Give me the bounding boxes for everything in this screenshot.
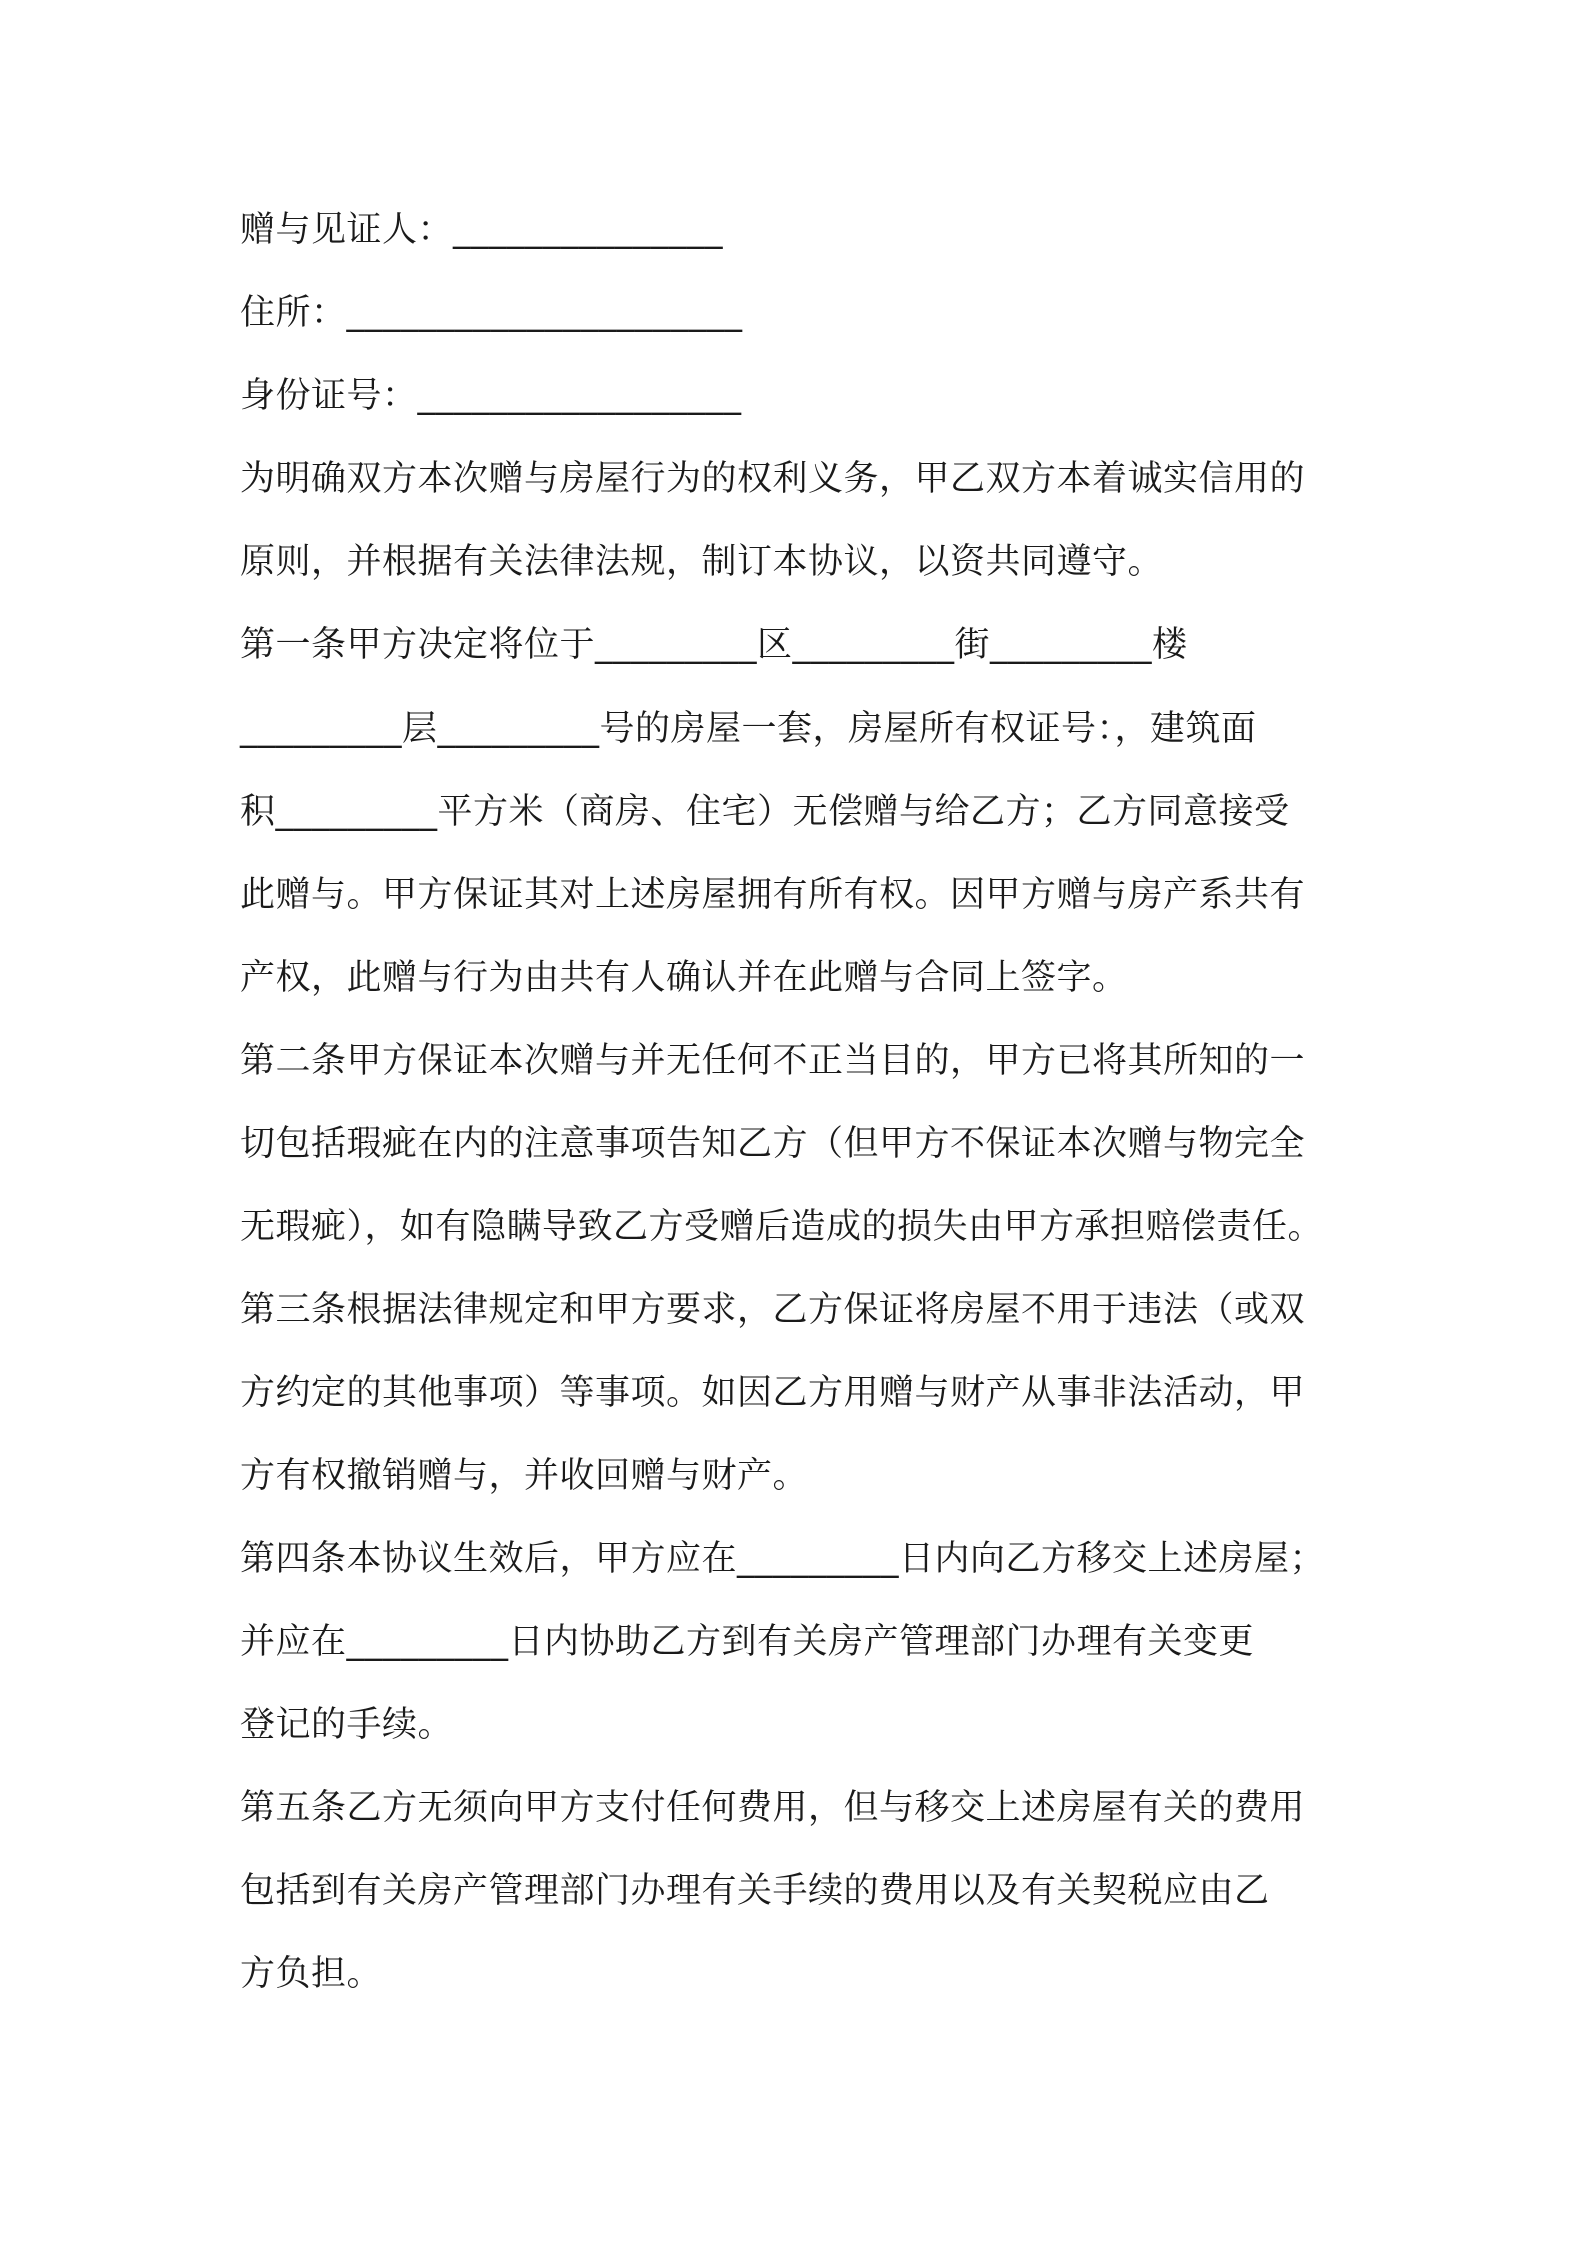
article-4-line: 第四条本协议生效后，甲方应在_________日内向乙方移交上述房屋； [240,1539,1326,1579]
preamble-line: 为明确双方本次赠与房屋行为的权利义务，甲乙双方本着诚实信用的 [240,459,1306,499]
article-1-line: _________层_________号的房屋一套，房屋所有权证号：，建筑面 [240,709,1257,749]
id-number-line: 身份证号：__________________ [240,376,742,416]
article-5-line: 包括到有关房产管理部门办理有关手续的费用以及有关契税应由乙 [240,1871,1270,1911]
article-4-line: 登记的手续。 [240,1705,454,1745]
article-3-line: 方有权撤销赠与，并收回赠与财产。 [240,1456,809,1496]
article-1-line: 此赠与。甲方保证其对上述房屋拥有所有权。因甲方赠与房产系共有 [240,875,1306,915]
article-2-line: 切包括瑕疵在内的注意事项告知乙方（但甲方不保证本次赠与物完全 [240,1124,1306,1164]
article-3-line: 第三条根据法律规定和甲方要求，乙方保证将房屋不用于违法（或双 [240,1290,1306,1330]
article-1-line: 第一条甲方决定将位于_________区_________街_________楼 [240,625,1188,665]
article-2-line: 无瑕疵），如有隐瞒导致乙方受赠后造成的损失由甲方承担赔偿责任。 [240,1207,1324,1247]
preamble-line: 原则，并根据有关法律法规，制订本协议，以资共同遵守。 [240,542,1164,582]
article-4-line: 并应在_________日内协助乙方到有关房产管理部门办理有关变更 [240,1622,1255,1662]
article-1-line: 积_________平方米（商房、住宅）无偿赠与给乙方；乙方同意接受 [240,792,1290,832]
article-2-line: 第二条甲方保证本次赠与并无任何不正当目的，甲方已将其所知的一 [240,1041,1306,1081]
article-3-line: 方约定的其他事项）等事项。如因乙方用赠与财产从事非法活动，甲 [240,1373,1306,1413]
article-5-line: 第五条乙方无须向甲方支付任何费用，但与移交上述房屋有关的费用 [240,1788,1306,1828]
article-5-line: 方负担。 [240,1954,383,1994]
article-1-line: 产权，此赠与行为由共有人确认并在此赠与合同上签字。 [240,958,1128,998]
witness-line: 赠与见证人：_______________ [240,210,724,250]
address-line: 住所：______________________ [240,293,743,333]
